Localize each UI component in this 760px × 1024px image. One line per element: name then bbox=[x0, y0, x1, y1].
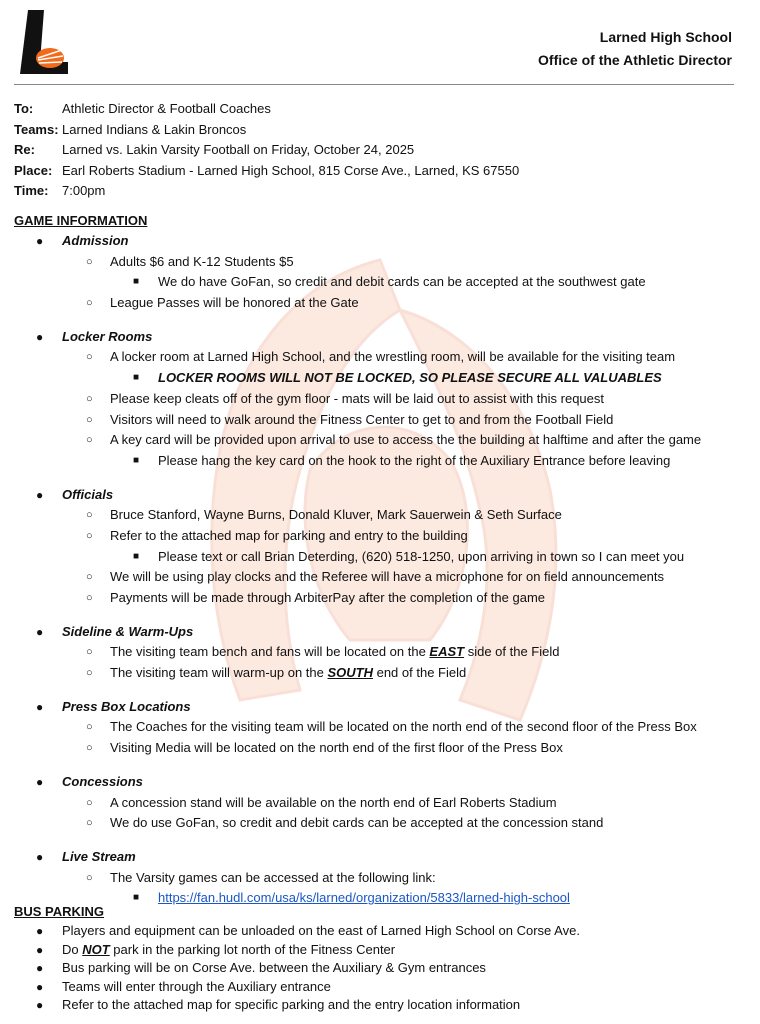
memo-label: Re: bbox=[14, 142, 35, 157]
circle-bullet-icon: ○ bbox=[86, 742, 93, 755]
circle-bullet-icon: ○ bbox=[86, 434, 93, 447]
list-item: A key card will be provided upon arrival to use to access the the building at halftime and after the game bbox=[110, 432, 702, 448]
list-item-pre: The visiting team will warm-up on the bbox=[110, 665, 328, 681]
memo-row-re bbox=[14, 140, 519, 161]
circle-bullet-icon: ○ bbox=[86, 392, 93, 405]
memo-value: Larned Indians & Lakin Broncos bbox=[62, 121, 247, 137]
list-item: Bus parking will be on Corse Ave. between the Auxiliary & Gym entrances bbox=[62, 960, 486, 975]
circle-bullet-icon: ○ bbox=[86, 529, 93, 542]
list-item: Refer to the attached map for specific parking and the entry location information bbox=[62, 997, 521, 1012]
circle-bullet-icon: ○ bbox=[86, 413, 93, 426]
list-item: Teams will enter through the Auxiliary entrance bbox=[62, 978, 331, 994]
list-item-post: park in the parking lot north of the Fitness Center bbox=[109, 941, 396, 957]
circle-bullet-icon: ○ bbox=[86, 721, 93, 734]
memo-label: To: bbox=[14, 101, 34, 116]
game-information-list bbox=[0, 231, 760, 922]
header-school-block bbox=[538, 26, 732, 72]
square-bullet-icon: ■ bbox=[133, 892, 140, 904]
list-item: We will be using play clocks and the Referee will have a microphone for on field announcements bbox=[110, 569, 665, 585]
circle-bullet-icon: ○ bbox=[86, 667, 93, 680]
memo-row-time bbox=[14, 181, 519, 202]
bullet-icon: ● bbox=[36, 329, 44, 344]
school-logo bbox=[20, 10, 78, 76]
bullet-icon: ● bbox=[36, 942, 44, 957]
list-item: Adults $6 and K-12 Students $5 bbox=[110, 253, 294, 269]
locker-rooms-section bbox=[0, 327, 760, 472]
office-name: Office of the Athletic Director bbox=[538, 52, 732, 68]
bullet-icon: ● bbox=[36, 979, 44, 994]
emphasis-south: SOUTH bbox=[327, 665, 373, 681]
list-item: Players and equipment can be unloaded on the east of Larned High School on Corse Ave. bbox=[62, 923, 580, 938]
list-item: A locker room at Larned High School, and the wrestling room, will be available for the visiting team bbox=[110, 349, 676, 365]
bullet-icon: ● bbox=[36, 961, 44, 975]
bullet-icon: ● bbox=[36, 998, 44, 1012]
square-bullet-icon: ■ bbox=[133, 454, 140, 466]
list-item-pre: Do bbox=[62, 941, 83, 957]
bullet-icon: ● bbox=[36, 487, 44, 502]
circle-bullet-icon: ○ bbox=[86, 509, 93, 522]
list-item: Visiting Media will be located on the north end of the first floor of the Press Box bbox=[110, 740, 563, 756]
memo-value: Larned vs. Lakin Varsity Football on Friday, October 24, 2025 bbox=[62, 142, 415, 157]
circle-bullet-icon: ○ bbox=[86, 817, 93, 830]
list-item-post: end of the Field bbox=[372, 665, 467, 681]
list-item: The Coaches for the visiting team will be located on the north end of the second floor of the Press Box bbox=[110, 719, 697, 735]
square-bullet-icon: ■ bbox=[133, 372, 140, 384]
bullet-icon: ● bbox=[36, 624, 44, 639]
section-heading: Locker Rooms bbox=[62, 328, 153, 344]
circle-bullet-icon: ○ bbox=[86, 592, 93, 604]
bus-parking-section bbox=[0, 903, 760, 1015]
list-item: A concession stand will be available on the north end of Earl Roberts Stadium bbox=[110, 794, 557, 810]
section-heading: Officials bbox=[62, 486, 114, 502]
circle-bullet-icon: ○ bbox=[86, 255, 93, 268]
list-item: The Varsity games can be accessed at the following link: bbox=[110, 869, 436, 885]
circle-bullet-icon: ○ bbox=[86, 871, 93, 884]
school-name: Larned High School bbox=[599, 29, 732, 45]
bullet-icon: ● bbox=[36, 699, 44, 714]
sideline-section bbox=[0, 622, 760, 684]
emphasis-not: NOT bbox=[82, 941, 110, 957]
emphasis-east: EAST bbox=[429, 644, 465, 660]
section-heading: Sideline & Warm-Ups bbox=[62, 623, 194, 639]
officials-section bbox=[0, 485, 760, 609]
bullet-icon: ● bbox=[36, 774, 44, 789]
memo-header bbox=[14, 99, 519, 202]
square-bullet-icon: ■ bbox=[133, 276, 140, 288]
bus-parking-title: BUS PARKING bbox=[14, 904, 105, 919]
list-item-post: side of the Field bbox=[464, 644, 560, 660]
list-item: Please hang the key card on the hook to the right of the Auxiliary Entrance before leaving bbox=[158, 452, 671, 468]
section-heading: Live Stream bbox=[62, 848, 136, 864]
memo-label: Place: bbox=[14, 162, 53, 178]
memo-value: Earl Roberts Stadium - Larned High School, 815 Corse Ave., Larned, KS 67550 bbox=[62, 162, 520, 178]
section-heading: Concessions bbox=[62, 773, 143, 789]
list-item-pre: The visiting team bench and fans will be located on the bbox=[110, 644, 430, 660]
memo-row-to bbox=[14, 99, 519, 120]
warning-text: LOCKER ROOMS WILL NOT BE LOCKED, SO PLEASE SECURE ALL VALUABLES bbox=[158, 370, 662, 386]
memo-label: Teams: bbox=[14, 121, 59, 137]
list-item: League Passes will be honored at the Gate bbox=[110, 295, 359, 311]
list-item: Refer to the attached map for parking and entry to the building bbox=[110, 527, 468, 543]
circle-bullet-icon: ○ bbox=[86, 646, 93, 659]
press-box-section bbox=[0, 697, 760, 759]
list-item: We do have GoFan, so credit and debit cards can be accepted at the southwest gate bbox=[158, 274, 646, 290]
bullet-icon: ● bbox=[36, 849, 44, 864]
bullet-icon: ● bbox=[36, 924, 44, 938]
memo-row-teams bbox=[14, 120, 519, 141]
memo-row-place bbox=[14, 161, 519, 182]
list-item: Please text or call Brian Deterding, (620) 518-1250, upon arriving in town so I can meet you bbox=[158, 548, 685, 564]
list-item: Payments will be made through ArbiterPay after the completion of the game bbox=[110, 590, 546, 605]
circle-bullet-icon: ○ bbox=[86, 297, 93, 310]
live-stream-section bbox=[0, 847, 760, 909]
circle-bullet-icon: ○ bbox=[86, 571, 93, 584]
game-information-title: GAME INFORMATION bbox=[14, 213, 148, 228]
memo-label: Time: bbox=[14, 183, 49, 198]
memo-value: Athletic Director & Football Coaches bbox=[62, 101, 271, 116]
circle-bullet-icon: ○ bbox=[86, 351, 93, 364]
header-divider bbox=[14, 84, 734, 85]
list-item: Bruce Stanford, Wayne Burns, Donald Kluver, Mark Sauerwein & Seth Surface bbox=[110, 507, 562, 523]
bullet-icon: ● bbox=[36, 234, 44, 248]
square-bullet-icon: ■ bbox=[133, 550, 140, 562]
admission-section bbox=[0, 231, 760, 314]
concessions-section bbox=[0, 772, 760, 834]
list-item: Please keep cleats off of the gym floor - mats will be laid out to assist with this request bbox=[110, 390, 604, 406]
list-item: Visitors will need to walk around the Fitness Center to get to and from the Football Field bbox=[110, 411, 614, 427]
list-item: We do use GoFan, so credit and debit cards can be accepted at the concession stand bbox=[110, 815, 604, 831]
memo-value: 7:00pm bbox=[62, 183, 106, 198]
section-heading: Press Box Locations bbox=[62, 698, 191, 714]
hudl-stream-link[interactable]: https://fan.hudl.com/usa/ks/larned/organization/5833/larned-high-school bbox=[158, 890, 570, 906]
circle-bullet-icon: ○ bbox=[86, 796, 93, 809]
section-heading: Admission bbox=[62, 233, 129, 248]
